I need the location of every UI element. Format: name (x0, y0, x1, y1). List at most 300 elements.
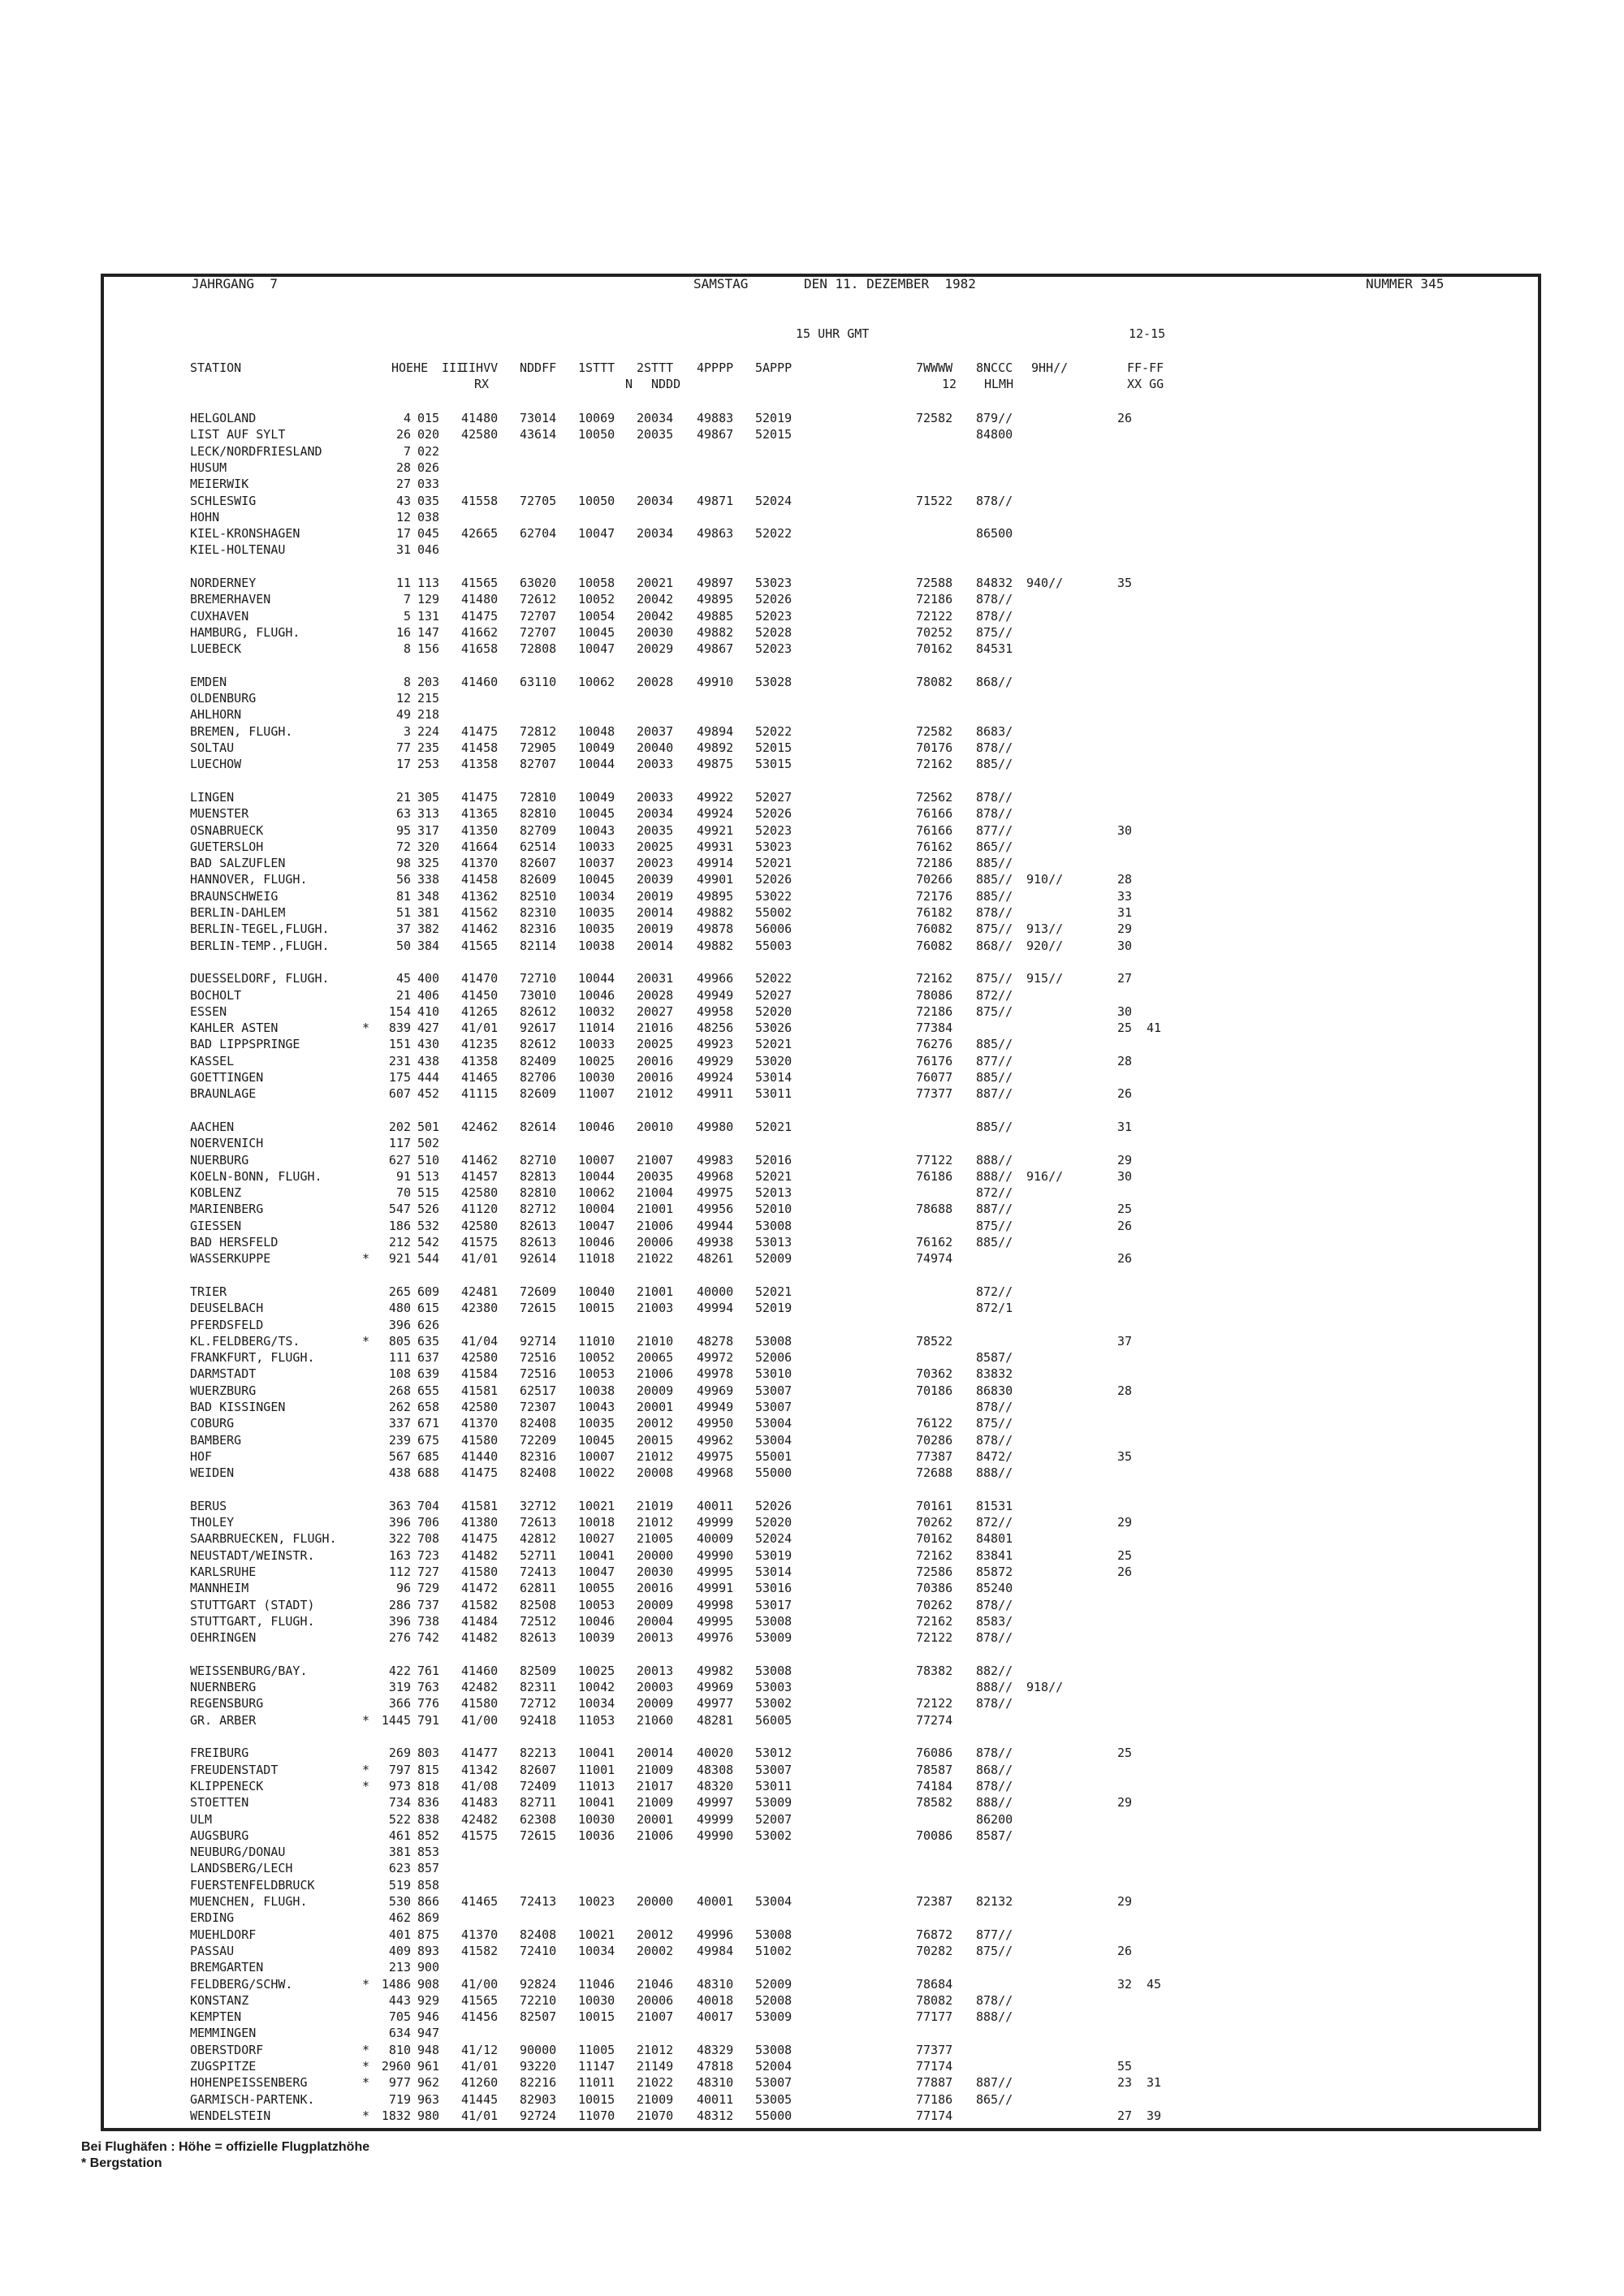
iihvv: 41460 (461, 674, 499, 689)
4pppp: 49882 (697, 938, 734, 953)
station-name: WEISSENBURG/BAY. (190, 1663, 308, 1678)
1sttt: 10030 (578, 1811, 615, 1827)
station-name: GUETERSLOH (190, 839, 264, 854)
nddff: 52711 (520, 1547, 557, 1563)
7wwww: 77186 (916, 2091, 953, 2107)
iihvv: 41445 (461, 2091, 499, 2107)
station-id: 857 (417, 1861, 440, 1876)
4pppp: 49996 (697, 1927, 734, 1942)
2sttt: 21006 (637, 1218, 674, 1233)
4pppp: 48310 (697, 2075, 734, 2091)
elevation: 12 (395, 691, 411, 706)
4pppp: 49972 (697, 1350, 734, 1366)
elevation: 519 (388, 1877, 411, 1892)
5appp: 53019 (755, 1547, 793, 1563)
station-name: HUSUM (190, 460, 227, 475)
2sttt: 21007 (637, 1152, 674, 1167)
4pppp: 49931 (697, 839, 734, 854)
1sttt: 10038 (578, 938, 615, 953)
2sttt: 20016 (637, 1581, 674, 1596)
elevation: 91 (395, 1168, 411, 1184)
2sttt: 20042 (637, 608, 674, 624)
station-id: 908 (417, 1976, 440, 1992)
station-name: OEHRINGEN (190, 1630, 257, 1646)
2sttt: 20009 (637, 1597, 674, 1612)
nddff: 72615 (520, 1828, 557, 1843)
2sttt: 20025 (637, 1037, 674, 1052)
iihvv: 41370 (461, 1416, 499, 1431)
station-id: 704 (417, 1498, 440, 1513)
nddff: 72413 (520, 1894, 557, 1909)
5appp: 53008 (755, 1333, 793, 1349)
7wwww: 72586 (916, 1564, 953, 1579)
col-ff-header: FF-FF (1127, 360, 1164, 375)
7wwww: 72582 (916, 411, 953, 425)
ff: 29 (1117, 1894, 1133, 1909)
station-name: BAD LIPPSPRINGE (190, 1037, 300, 1052)
5appp: 52021 (755, 856, 793, 871)
4pppp: 40009 (697, 1531, 734, 1547)
nddff: 62308 (520, 1811, 557, 1827)
5appp: 53015 (755, 757, 793, 772)
5appp: 53008 (755, 1218, 793, 1233)
8nccc: 878// (976, 1992, 1013, 2008)
col-1sttt-header: 1STTT (578, 360, 615, 375)
2sttt: 21003 (637, 1301, 674, 1316)
elevation: 719 (388, 2091, 411, 2107)
8nccc: 877// (976, 1927, 1013, 1942)
elevation: 112 (388, 1564, 411, 1579)
ff: 26 (1117, 411, 1133, 425)
8nccc: 875// (976, 1416, 1013, 1431)
station-name: MANNHEIM (190, 1581, 249, 1596)
2sttt: 20034 (637, 806, 674, 822)
8nccc: 878// (976, 1630, 1013, 1646)
8nccc: 878// (976, 1696, 1013, 1711)
nddff: 92824 (520, 1976, 557, 1992)
ff: 29 (1117, 1515, 1133, 1530)
8nccc: 878// (976, 1597, 1013, 1612)
4pppp: 40018 (697, 1992, 734, 2008)
station-name: SOLTAU (190, 740, 235, 755)
elevation: 63 (395, 806, 411, 822)
iihvv: 41440 (461, 1448, 499, 1464)
station-name: MUENSTER (190, 806, 249, 822)
5appp: 52024 (755, 493, 793, 508)
iihvv: 42580 (461, 1400, 499, 1414)
5appp: 52008 (755, 1992, 793, 2008)
station-name: ZUGSPITZE (190, 2059, 257, 2074)
iihvv: 41575 (461, 1828, 499, 1843)
gg: 41 (1147, 1021, 1162, 1036)
1sttt: 10050 (578, 427, 615, 442)
2sttt: 20034 (637, 526, 674, 542)
footnote-mountain-station: * Bergstation (81, 2156, 162, 2170)
nddff: 72413 (520, 1564, 557, 1579)
station-name: GOETTINGEN (190, 1070, 264, 1085)
7wwww: 78382 (916, 1663, 953, 1678)
8nccc: 85872 (976, 1564, 1013, 1579)
4pppp: 49962 (697, 1432, 734, 1448)
4pppp: 49910 (697, 674, 734, 689)
2sttt: 20025 (637, 839, 674, 854)
station-id: 381 (417, 905, 440, 920)
elevation: 401 (388, 1927, 411, 1942)
2sttt: 20012 (637, 1927, 674, 1942)
7wwww: 76122 (916, 1416, 953, 1431)
station-name: AUGSBURG (190, 1828, 249, 1843)
ff: 31 (1117, 1119, 1133, 1134)
4pppp: 47818 (697, 2059, 734, 2074)
8nccc: 878// (976, 608, 1013, 624)
station-name: WENDELSTEIN (190, 2108, 271, 2123)
2sttt: 20008 (637, 1465, 674, 1481)
station-id: 635 (417, 1333, 440, 1349)
5appp: 53008 (755, 2042, 793, 2057)
nddff: 82712 (520, 1202, 557, 1217)
station-name: BAD KISSINGEN (190, 1400, 286, 1414)
station-id: 020 (417, 427, 440, 442)
observation-time: 15 UHR GMT (796, 326, 870, 341)
7wwww: 71522 (916, 493, 953, 508)
nddff: 73010 (520, 987, 557, 1003)
elevation: 56 (395, 872, 411, 887)
4pppp: 48308 (697, 1762, 734, 1777)
2sttt: 20039 (637, 872, 674, 887)
nddff: 92714 (520, 1333, 557, 1349)
nddff: 72707 (520, 624, 557, 640)
9hh: 940// (1026, 576, 1064, 590)
iihvv: 41380 (461, 1515, 499, 1530)
station-id: 218 (417, 707, 440, 723)
1sttt: 10062 (578, 1185, 615, 1201)
7wwww: 76162 (916, 839, 953, 854)
nddff: 72615 (520, 1301, 557, 1316)
2sttt: 20000 (637, 1547, 674, 1563)
4pppp: 49897 (697, 576, 734, 590)
station-name: WASSERKUPPE (190, 1251, 271, 1267)
elevation: 462 (388, 1910, 411, 1926)
7wwww: 76176 (916, 1053, 953, 1068)
5appp: 53023 (755, 839, 793, 854)
5appp: 52022 (755, 526, 793, 542)
iihvv: 41115 (461, 1086, 499, 1102)
9hh: 920// (1026, 938, 1064, 953)
7wwww: 72122 (916, 1630, 953, 1646)
2sttt: 20001 (637, 1811, 674, 1827)
nddff: 72410 (520, 1943, 557, 1958)
7wwww: 72122 (916, 608, 953, 624)
station-id: 658 (417, 1400, 440, 1414)
station-name: SAARBRUECKEN, FLUGH. (190, 1531, 337, 1547)
8nccc: 875// (976, 1943, 1013, 1958)
4pppp: 49922 (697, 789, 734, 805)
7wwww: 70162 (916, 641, 953, 657)
iihvv: 42462 (461, 1119, 499, 1134)
5appp: 52026 (755, 1498, 793, 1513)
1sttt: 10038 (578, 1383, 615, 1398)
station-name: PFERDSFELD (190, 1317, 264, 1332)
station-name: MUEHLDORF (190, 1927, 257, 1942)
2sttt: 20003 (637, 1680, 674, 1695)
1sttt: 10069 (578, 411, 615, 425)
7wwww: 72387 (916, 1894, 953, 1909)
2sttt: 21006 (637, 1366, 674, 1382)
elevation: 50 (395, 938, 411, 953)
nddff: 72710 (520, 971, 557, 986)
2sttt: 20030 (637, 624, 674, 640)
station-id: 427 (417, 1021, 440, 1036)
elevation: 17 (395, 526, 411, 542)
iihvv: 41/00 (461, 1712, 499, 1728)
4pppp: 49990 (697, 1828, 734, 1843)
elevation: 2960 (381, 2059, 411, 2074)
7wwww: 72162 (916, 757, 953, 772)
iihvv: 41/01 (461, 2108, 499, 2123)
8nccc: 84832 (976, 576, 1013, 590)
elevation: 797 (388, 1762, 411, 1777)
nddff: 82710 (520, 1152, 557, 1167)
nddff: 82607 (520, 1762, 557, 1777)
5appp: 53007 (755, 2075, 793, 2091)
8nccc: 878// (976, 789, 1013, 805)
1sttt: 10052 (578, 1350, 615, 1366)
1sttt: 11013 (578, 1778, 615, 1793)
2sttt: 20015 (637, 1432, 674, 1448)
1sttt: 10030 (578, 1992, 615, 2008)
iihvv: 41475 (461, 789, 499, 805)
5appp: 53010 (755, 1366, 793, 1382)
5appp: 53022 (755, 888, 793, 904)
elevation: 319 (388, 1680, 411, 1695)
8nccc: 8683/ (976, 723, 1013, 739)
station-name: FREUDENSTADT (190, 1762, 279, 1777)
2sttt: 21001 (637, 1284, 674, 1299)
jahrgang-label: JAHRGANG 7 (192, 276, 278, 291)
nddff: 62517 (520, 1383, 557, 1398)
station-id: 129 (417, 592, 440, 607)
station-name: LUECHOW (190, 757, 242, 772)
nddff: 82709 (520, 822, 557, 838)
iihvv: 42580 (461, 427, 499, 442)
1sttt: 10027 (578, 1531, 615, 1547)
iihvv: 41465 (461, 1070, 499, 1085)
iihvv: 41235 (461, 1037, 499, 1052)
5appp: 53009 (755, 1630, 793, 1646)
iihvv: 41/12 (461, 2042, 499, 2057)
1sttt: 10040 (578, 1284, 615, 1299)
5appp: 52020 (755, 1003, 793, 1019)
4pppp: 49990 (697, 1547, 734, 1563)
1sttt: 10034 (578, 1696, 615, 1711)
elevation: 443 (388, 1992, 411, 2008)
station-name: SCHLESWIG (190, 493, 257, 508)
7wwww: 72162 (916, 1547, 953, 1563)
1sttt: 10044 (578, 971, 615, 986)
ff: 27 (1117, 971, 1133, 986)
station-id: 502 (417, 1136, 440, 1151)
nddff: 82613 (520, 1218, 557, 1233)
1sttt: 11010 (578, 1333, 615, 1349)
iihvv: 41458 (461, 740, 499, 755)
station-id: 035 (417, 493, 440, 508)
ff: 31 (1117, 905, 1133, 920)
ff: 35 (1117, 576, 1133, 590)
1sttt: 10043 (578, 822, 615, 838)
2sttt: 20014 (637, 905, 674, 920)
7wwww: 76082 (916, 921, 953, 937)
7wwww: 72582 (916, 723, 953, 739)
iihvv: 41/00 (461, 1976, 499, 1992)
iihvv: 41120 (461, 1202, 499, 1217)
2sttt: 21017 (637, 1778, 674, 1793)
1sttt: 10047 (578, 1218, 615, 1233)
8nccc: 81531 (976, 1498, 1013, 1513)
1sttt: 10037 (578, 856, 615, 871)
iihvv: 41/01 (461, 1251, 499, 1267)
8nccc: 875// (976, 1218, 1013, 1233)
station-id: 406 (417, 987, 440, 1003)
station-id: 858 (417, 1877, 440, 1892)
elevation: 337 (388, 1416, 411, 1431)
mountain-station-marker: * (362, 1333, 370, 1349)
1sttt: 10052 (578, 592, 615, 607)
station-name: HOHENPEISSENBERG (190, 2075, 308, 2091)
station-name: KARLSRUHE (190, 1564, 257, 1579)
elevation: 98 (395, 856, 411, 871)
4pppp: 49914 (697, 856, 734, 871)
elevation: 151 (388, 1037, 411, 1052)
7wwww: 70262 (916, 1597, 953, 1612)
5appp: 56006 (755, 921, 793, 937)
4pppp: 49875 (697, 757, 734, 772)
8nccc: 8472/ (976, 1448, 1013, 1464)
2sttt: 20006 (637, 1235, 674, 1249)
8nccc: 83841 (976, 1547, 1013, 1563)
5appp: 53026 (755, 1021, 793, 1036)
nddff: 82316 (520, 921, 557, 937)
elevation: 37 (395, 921, 411, 937)
8nccc: 879// (976, 411, 1013, 425)
9hh: 918// (1026, 1680, 1064, 1695)
station-name: NEUSTADT/WEINSTR. (190, 1547, 315, 1563)
2sttt: 20013 (637, 1663, 674, 1678)
nddff: 82711 (520, 1795, 557, 1810)
8nccc: 83832 (976, 1366, 1013, 1382)
ff: 32 (1117, 1976, 1133, 1992)
2sttt: 20028 (637, 674, 674, 689)
nddff: 82311 (520, 1680, 557, 1695)
7wwww: 77384 (916, 1021, 953, 1036)
nddff: 82612 (520, 1037, 557, 1052)
8nccc: 885// (976, 888, 1013, 904)
4pppp: 49969 (697, 1383, 734, 1398)
2sttt: 20034 (637, 493, 674, 508)
nddff: 82408 (520, 1465, 557, 1481)
station-id: 313 (417, 806, 440, 822)
iihvv: 41581 (461, 1383, 499, 1398)
station-name: EMDEN (190, 674, 227, 689)
4pppp: 40011 (697, 2091, 734, 2107)
5appp: 53007 (755, 1762, 793, 1777)
station-id: 853 (417, 1845, 440, 1860)
4pppp: 49892 (697, 740, 734, 755)
elevation: 530 (388, 1894, 411, 1909)
7wwww: 72122 (916, 1696, 953, 1711)
2sttt: 21009 (637, 1762, 674, 1777)
iihvv: 41358 (461, 757, 499, 772)
5appp: 53013 (755, 1235, 793, 1249)
2sttt: 21012 (637, 1086, 674, 1102)
elevation: 202 (388, 1119, 411, 1134)
4pppp: 49950 (697, 1416, 734, 1431)
2sttt: 20006 (637, 1992, 674, 2008)
iihvv: 42380 (461, 1301, 499, 1316)
1sttt: 11011 (578, 2075, 615, 2091)
4pppp: 48261 (697, 1251, 734, 1267)
5appp: 52027 (755, 987, 793, 1003)
nddff: 72516 (520, 1350, 557, 1366)
elevation: 276 (388, 1630, 411, 1646)
2sttt: 21010 (637, 1333, 674, 1349)
mountain-station-marker: * (362, 2042, 370, 2057)
iihvv: 42482 (461, 1811, 499, 1827)
station-name: FELDBERG/SCHW. (190, 1976, 293, 1992)
station-id: 948 (417, 2042, 440, 2057)
2sttt: 21009 (637, 1795, 674, 1810)
elevation: 381 (388, 1845, 411, 1860)
station-name: BREMGARTEN (190, 1960, 264, 1975)
station-id: 131 (417, 608, 440, 624)
4pppp: 49982 (697, 1663, 734, 1678)
nddff: 82609 (520, 872, 557, 887)
elevation: 7 (403, 443, 411, 459)
elevation: 396 (388, 1317, 411, 1332)
7wwww: 72186 (916, 856, 953, 871)
5appp: 53014 (755, 1564, 793, 1579)
7wwww: 76166 (916, 822, 953, 838)
station-id: 900 (417, 1960, 440, 1975)
station-id: 815 (417, 1762, 440, 1777)
8nccc: 878// (976, 493, 1013, 508)
7wwww: 76166 (916, 806, 953, 822)
station-id: 384 (417, 938, 440, 953)
4pppp: 49867 (697, 641, 734, 657)
mountain-station-marker: * (362, 1021, 370, 1036)
station-id: 961 (417, 2059, 440, 2074)
1sttt: 10030 (578, 1070, 615, 1085)
4pppp: 49921 (697, 822, 734, 838)
station-id: 305 (417, 789, 440, 805)
4pppp: 40017 (697, 2009, 734, 2025)
4pppp: 40000 (697, 1284, 734, 1299)
1sttt: 10047 (578, 641, 615, 657)
1sttt: 11001 (578, 1762, 615, 1777)
station-name: FREIBURG (190, 1746, 249, 1761)
8nccc: 877// (976, 822, 1013, 838)
2sttt: 20004 (637, 1613, 674, 1629)
4pppp: 48312 (697, 2108, 734, 2123)
elevation: 607 (388, 1086, 411, 1102)
station-id: 609 (417, 1284, 440, 1299)
elevation: 77 (395, 740, 411, 755)
elevation: 262 (388, 1400, 411, 1414)
2sttt: 21016 (637, 1021, 674, 1036)
7wwww: 77887 (916, 2075, 953, 2091)
4pppp: 49871 (697, 493, 734, 508)
5appp: 53009 (755, 1795, 793, 1810)
nddff: 72707 (520, 608, 557, 624)
